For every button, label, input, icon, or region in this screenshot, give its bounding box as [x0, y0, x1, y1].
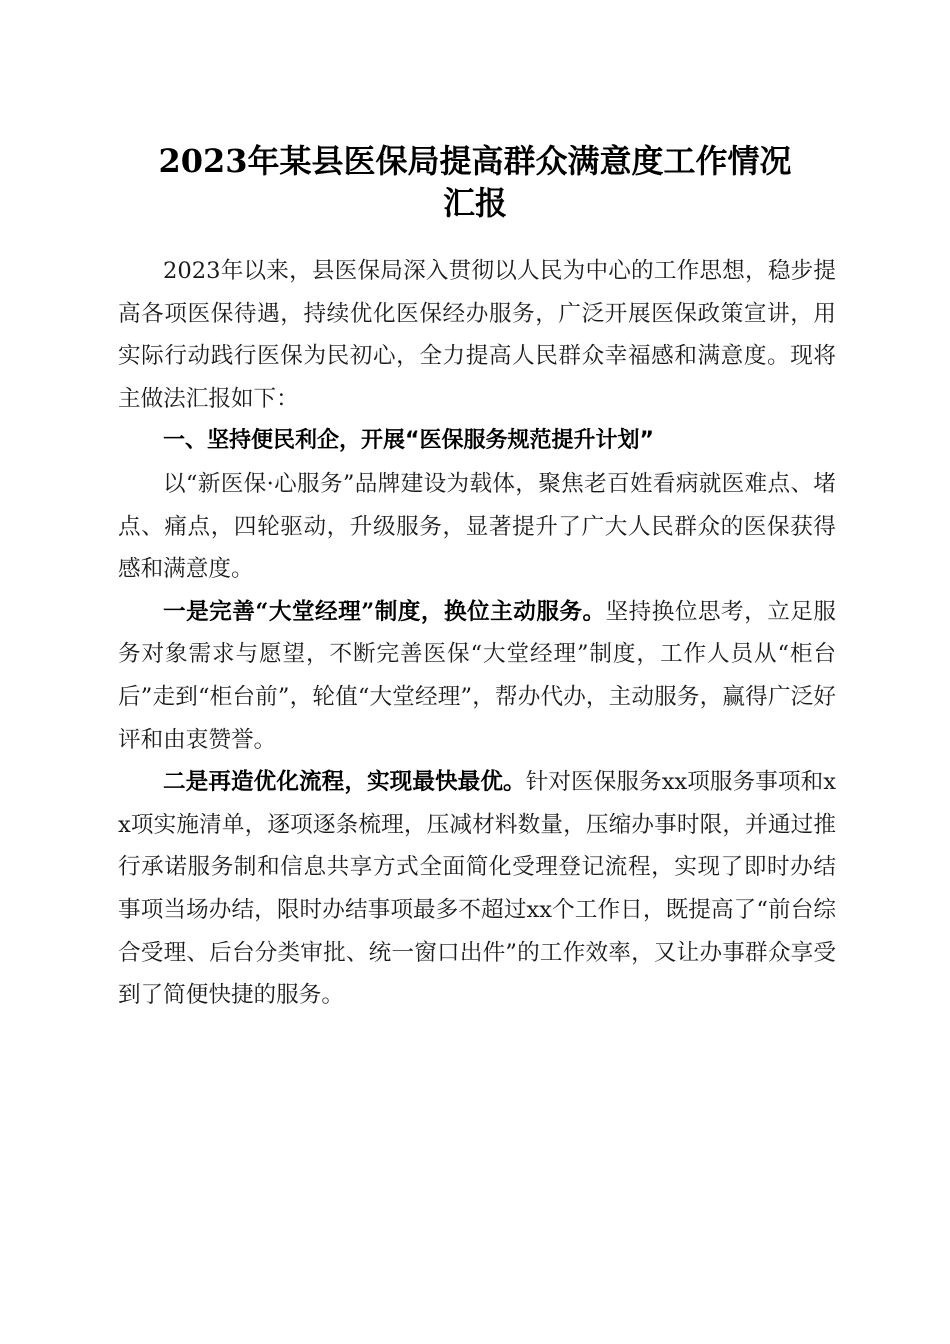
- item-2-text: 针对医保服务xx项服务事项和xx项实施清单，逐项逐条梳理，压减材料数量，压缩办事时限，并通过推行承诺服务制和信息共享方式全面简化受理登记流程，实现了即时办结事项当场办结，限时办结事项最多不超过xx个工作日，既提高了“前台综合受理、后台分类审批、统一窗口出件”的工作效率，又让办事群众享受到了简便快捷的服务。: [118, 769, 836, 1009]
- document-title: [100, 140, 850, 224]
- item-1-text: 坚持换位思考，立足服务对象需求与愿望，不断完善医保“大堂经理”制度，工作人员从“柜台后”走到“柜台前”，轮值“大堂经理”，帮办代办，主动服务，赢得广泛好评和由衷赞誉。: [118, 598, 836, 753]
- title-line-1: 2023年某县医保局提高群众满意度工作情况: [158, 142, 792, 180]
- title-line-2: 汇报: [442, 184, 507, 222]
- document-body: [118, 250, 836, 1017]
- section-1-intro-paragraph: 以“新医保·心服务”品牌建设为载体，聚焦老百姓看病就医难点、堵点、痛点，四轮驱动，升级服务，显著提升了广大人民群众的医保获得感和满意度。: [118, 470, 836, 583]
- item-1-paragraph: [118, 591, 836, 761]
- item-2-paragraph: [118, 761, 836, 1017]
- item-2-lead: 二是再造优化流程，实现最快最优。: [163, 769, 526, 796]
- section-1-heading: 一、坚持便民利企，开展“医保服务规范提升计划”: [163, 428, 654, 454]
- item-1-lead: 一是完善“大堂经理”制度，换位主动服务。: [163, 598, 606, 625]
- intro-paragraph: 2023年以来，县医保局深入贯彻以人民为中心的工作思想，稳步提高各项医保待遇，持续优化医保经办服务，广泛开展医保政策宣讲，用实际行动践行医保为民初心，全力提高人民群众幸福感和满意度。现将主做法汇报如下：: [118, 258, 836, 412]
